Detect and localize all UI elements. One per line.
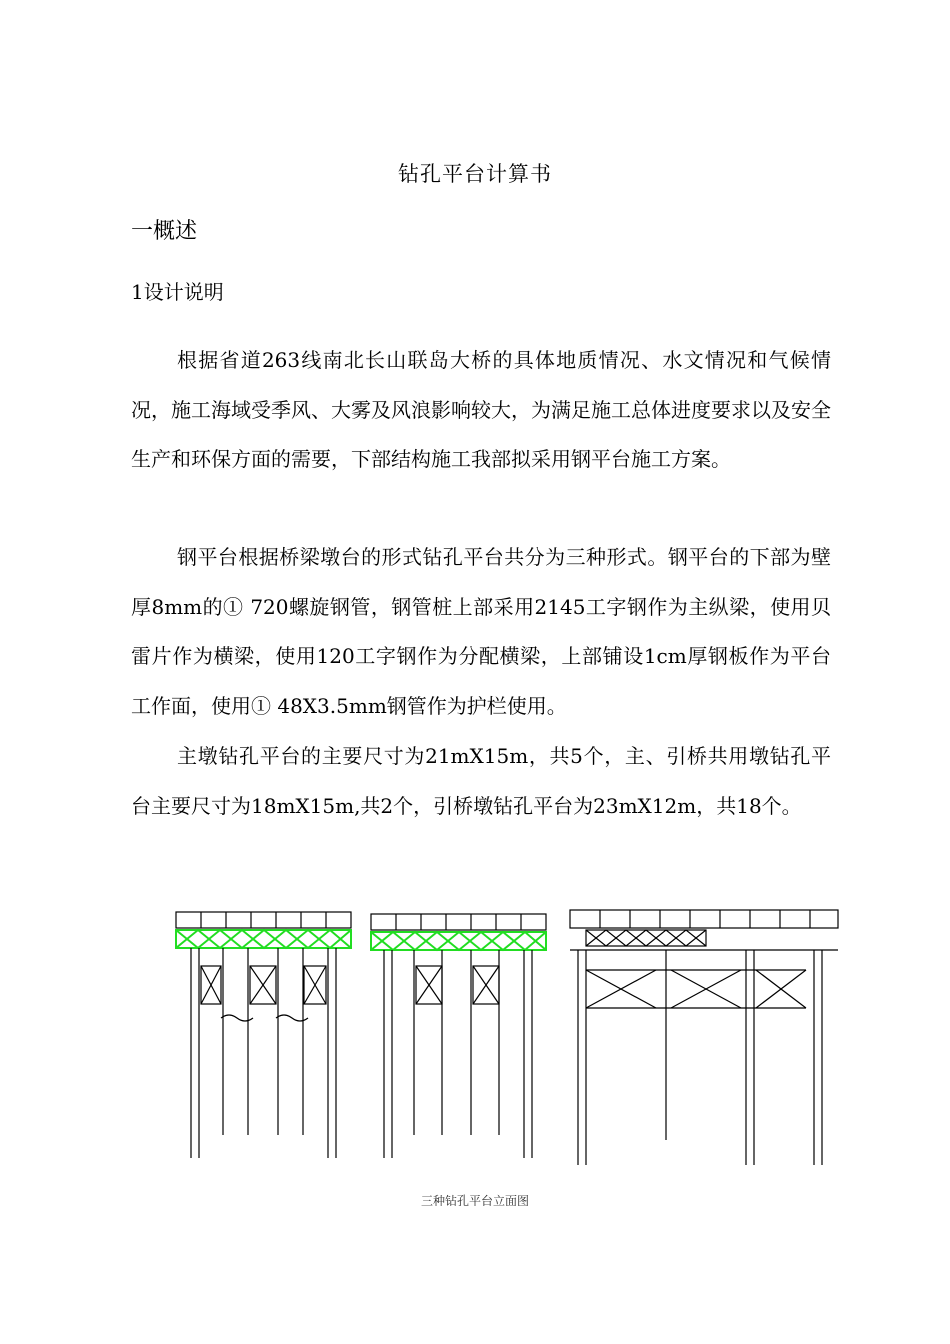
platform-2-drawing [371, 914, 546, 1158]
paragraph-2: 钢平台根据桥梁墩台的形式钻孔平台共分为三种形式。钢平台的下部为壁厚8mm的① 720螺旋钢管，钢管桩上部采用2145工字钢作为主纵梁，使用贝雷片作为横梁，使用120工字钢作为分配横梁，上部铺设1cm厚钢板作为平台工作面，使用① 48X3.5mm钢管作为护栏使用。 [131, 545, 831, 718]
subsection-heading: 1设计说明 [131, 280, 224, 304]
page-title: 钻孔平台计算书 [398, 162, 552, 186]
paragraph-3: 主墩钻孔平台的主要尺寸为21mX15m，共5个，主、引桥共用墩钻孔平台主要尺寸为18mX15m,共2个，引桥墩钻孔平台为23mX12m，共18个。 [131, 744, 831, 818]
platform-1-drawing [176, 912, 351, 1158]
paragraph-1: 根据省道263线南北长山联岛大桥的具体地质情况、水文情况和气候情况，施工海域受季风、大雾及风浪影响较大，为满足施工总体进度要求以及安全生产和环保方面的需要，下部结构施工我部拟采用钢平台施工方案。 [131, 348, 831, 471]
platform-elevation-figure [166, 900, 846, 1180]
platform-3-drawing [570, 910, 838, 1165]
section-heading: 一概述 [131, 219, 198, 244]
figure-caption: 三种钻孔平台立面图 [420, 1194, 529, 1206]
